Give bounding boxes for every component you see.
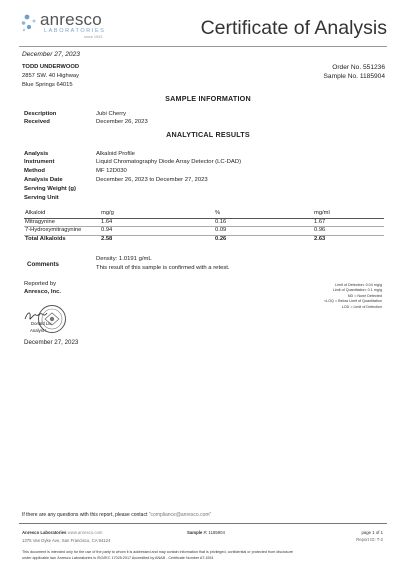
comments-label: Comments (27, 261, 59, 268)
serving-unit-label: Serving Unit (24, 195, 59, 201)
client-address-line2: Blue Springs 64015 (22, 82, 73, 88)
table-cell: Total Alkaloids (25, 235, 66, 242)
signer-name: Donald Liu (31, 321, 52, 326)
table-cell: 7-Hydroxymitragynine (24, 227, 100, 236)
table-cell: 1.67 (313, 218, 384, 227)
comments-density: Density: 1.0191 g/mL (96, 256, 152, 262)
logo-since: since 1943 (84, 35, 103, 39)
footer-sample-value: 1185904 (208, 530, 225, 535)
footer-website-link[interactable]: www.anresco.com (67, 530, 103, 535)
table-cell: Mitragynine (24, 218, 100, 227)
instrument-label: Instrument (24, 159, 55, 165)
report-date: December 27, 2023 (22, 51, 80, 58)
analysis-date-value: December 26, 2023 to December 27, 2023 (96, 177, 208, 183)
footer-company: Anresco Laboratories (22, 530, 67, 535)
table-cell: 0.16 (214, 218, 313, 227)
table-cell: 0.26 (215, 235, 227, 242)
legend-lod: Limit of Detection: 0.04 mg/g (335, 283, 382, 287)
reported-by-label: Reported by (24, 281, 57, 287)
client-name: TODD UNDERWOOD (22, 64, 80, 70)
footer-company-line (22, 530, 103, 535)
column-header: % (214, 210, 313, 218)
table-cell: 2.58 (101, 235, 113, 242)
logo-subtitle: LABORATORIES (44, 28, 106, 34)
column-header: mg/ml (313, 210, 384, 218)
footer-divider (19, 523, 387, 524)
method-value: MF 12D030 (96, 168, 127, 174)
reported-by-company: Anresco, Inc. (24, 289, 61, 295)
table-row (24, 218, 384, 227)
method-label: Method (24, 168, 45, 174)
legend-lod-definition: LOD = Limit of Detection (341, 305, 382, 309)
table-cell: 1.64 (100, 218, 214, 227)
table-cell: 0.09 (214, 227, 313, 236)
questions-text: If there are any questions with this report, please contact (22, 512, 148, 518)
footer-disclaimer-line1: This document is intended only for the use of the party to whom it is addressed and may contain information that is privileged, confidential or protected from disclosure (22, 550, 293, 554)
received-label: Received (24, 119, 50, 125)
compliance-email-link[interactable]: "compliance@anresco.com" (148, 512, 212, 518)
table-row (24, 227, 384, 236)
header-divider (19, 46, 387, 47)
legend-nd: ND = None Detected (347, 294, 382, 298)
table-cell: 0.96 (313, 227, 384, 236)
document-title: Certificate of Analysis (200, 17, 387, 39)
analysis-label: Analysis (24, 151, 49, 157)
anresco-logo-icon (20, 12, 42, 34)
footer-sample-label: Sample #: (187, 530, 208, 535)
alkaloid-results-table (24, 210, 384, 243)
table-cell: 0.94 (100, 227, 214, 236)
column-header: mg/g (100, 210, 214, 218)
footer-address: 1375 Van Dyke Ave, San Francisco, CA 94124 (22, 538, 111, 543)
logo-name: anresco (40, 10, 102, 29)
legend-loq: Limit of Quantitation: 0.1 mg/g (332, 288, 382, 292)
table-cell: 2.63 (314, 235, 326, 242)
comments-retest: This result of this sample is confirmed with a retest. (96, 265, 230, 271)
report-signature-date: December 27, 2023 (24, 339, 79, 346)
description-label: Description (24, 111, 57, 117)
sample-information-heading: SAMPLE INFORMATION (165, 94, 251, 103)
column-header: Alkaloid (24, 210, 100, 218)
table-header-row (24, 210, 384, 218)
received-value: December 26, 2023 (96, 119, 148, 125)
table-total-row (24, 235, 384, 243)
sample-number: Sample No. 1185904 (323, 73, 385, 80)
footer-disclaimer-line2: under applicable law. Anresco Laboratories is ISO/IEC 17025:2017 Accredited by ANAB - Certificate Number AT-1551 (22, 556, 214, 560)
client-address-line1: 2857 SW. 40 Highway (22, 73, 80, 79)
analytical-results-heading: ANALYTICAL RESULTS (166, 130, 250, 139)
serving-weight-label: Serving Weight (g) (24, 186, 76, 192)
signer-title: Analyst I (30, 328, 47, 333)
footer-report-id: Report ID: T-2 (356, 537, 383, 542)
legend-below-loq: <LOQ = Below Limit of Quantitation (323, 299, 382, 303)
questions-line (22, 512, 211, 518)
footer-page: page 1 of 1 (361, 530, 383, 535)
analysis-date-label: Analysis Date (24, 177, 63, 183)
description-value: Jubi Cherry (96, 111, 127, 117)
instrument-value: Liquid Chromatography Diode Array Detector (LC-DAD) (96, 159, 242, 165)
analysis-value: Alkaloid Profile (96, 151, 135, 157)
order-number: Order No. 551236 (332, 64, 385, 71)
footer-sample-line (187, 530, 225, 535)
